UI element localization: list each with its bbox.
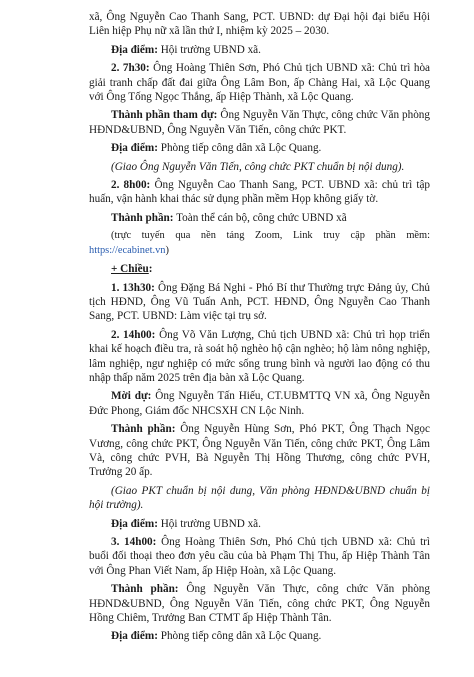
invited-label: Mời dự: <box>111 390 152 403</box>
participants-value: Toàn thể cán bộ, công chức UBND xã <box>176 211 347 224</box>
location-line-1 <box>89 43 430 57</box>
afternoon-colon: : <box>148 263 153 276</box>
ecabinet-link[interactable]: https://ecabinet.vn <box>89 244 166 256</box>
location-label: Địa điểm: <box>111 630 158 643</box>
location-label: Địa điểm: <box>111 142 158 155</box>
location-value: Phòng tiếp công dân xã Lộc Quang. <box>160 142 322 155</box>
item-7h30 <box>89 61 430 104</box>
participants-line <box>89 108 430 137</box>
participants-label: Thành phần: <box>111 583 179 596</box>
afternoon-header <box>89 262 430 276</box>
participants-value: Ông Nguyễn Văn Thực, công chức Văn phòng HĐND&UBND, Ông Nguyễn Văn Tiến, công chức PKT. <box>89 109 430 136</box>
invited-value: Ông Nguyễn Tấn Hiếu, CT.UBMTTQ VN xã, Ông Nguyễn Đức Phong, Giám đốc NHCSXH CN Lộc Ninh. <box>89 390 431 417</box>
assignment-note: (Giao Ông Nguyễn Văn Tiến, công chức PKT chuẩn bị nội dung). <box>111 160 405 173</box>
item-time: 3. 14h00: <box>111 536 157 548</box>
location-label: Địa điểm: <box>111 517 158 530</box>
item-text: Ông Võ Văn Lượng, Chủ tịch UBND xã: Chủ trì họp triển khai kế hoạch điều tra, rà soát hộ nghèo hộ cận nghèo; hộ làm nông nghiệp, lâm nghiệp, ngư nghiệp có mức sống trung bình và người lao động có thu nhập thấp năm 2025 trên địa bàn xã Lộc Quang. <box>89 328 431 384</box>
participants-line <box>89 582 430 625</box>
afternoon-label: + Chiều <box>111 263 149 276</box>
participants-label: Thành phần: <box>111 211 174 224</box>
item-13h30 <box>89 281 430 324</box>
item-text: Ông Hoàng Thiên Sơn, Phó Chủ tịch UBND xã: Chủ trì hòa giải tranh chấp đất đai giữa Ông Lâm Bon, ấp Chàng Hai, xã Lộc Quang với Ông Tống Ngọc Thắng, ấp Hiệp Thành, xã Lộc Quang. <box>89 62 431 104</box>
item-14h00-a <box>89 328 430 386</box>
online-line <box>89 229 430 258</box>
item-8h00 <box>89 178 430 207</box>
participants-value: Ông Nguyễn Hùng Sơn, Phó PKT, Ông Thạch Ngọc Vương, công chức PKT, Ông Nguyễn Văn Tiến, công chức PKT, Ông Lâm Và, công chức PVH, Bà Nguyễn Thị Hồng Thương, công chức PVH, Trưởng 20 ấp. <box>89 423 430 479</box>
item-14h00-b <box>89 535 430 578</box>
item-text: Ông Hoàng Thiên Sơn, Phó Chủ tịch UBND xã: Chủ trì buổi đối thoại theo đơn yêu cầu của bà Phạm Thị Thu, ấp Hiệp Thành Tân với Ông Phan Viết Nam, ấp Hiệp Hoàn, xã Lộc Quang. <box>89 536 431 577</box>
online-end: ) <box>165 244 169 256</box>
participants-line <box>89 211 430 225</box>
invited-line <box>89 389 430 418</box>
location-value: Hội trường UBND xã. <box>160 43 261 56</box>
participants-label: Thành phần: <box>111 423 176 436</box>
location-line <box>89 517 430 531</box>
item-text: Ông Đặng Bá Nghi - Phó Bí thư Thường trực Đảng ủy, Chủ tịch HĐND, Ông Vũ Tuấn Anh, PCT. HĐND, Ông Nguyễn Cao Thanh Sang, PCT. UBND: Làm việc tại trụ sở. <box>89 281 431 323</box>
intro-paragraph: xã, Ông Nguyễn Cao Thanh Sang, PCT. UBND: dự Đại hội đại biểu Hội Liên hiệp Phụ nữ xã lần thứ I, nhiệm kỳ 2025 – 2030. <box>89 11 430 38</box>
assignment-note: (Giao PKT chuẩn bị nội dung, Văn phòng HĐND&UBND chuẩn bị hội trường). <box>89 484 430 512</box>
participants-line <box>89 422 430 480</box>
location-value: Phòng tiếp công dân xã Lộc Quang. <box>160 630 322 643</box>
item-time: 2. 14h00: <box>111 328 156 341</box>
location-line <box>89 629 430 643</box>
online-text: (trực tuyến qua nền tảng Zoom, Link truy cập phần mềm: <box>111 230 430 242</box>
item-text: Ông Nguyễn Cao Thanh Sang, PCT. UBND xã: chủ trì tập huấn, vận hành khai thác sử dụng phần mềm Họp không giấy tờ. <box>89 179 431 206</box>
location-label: Địa điểm: <box>111 43 158 56</box>
item-time: 2. 7h30: <box>111 62 150 75</box>
location-value: Hội trường UBND xã. <box>160 517 261 530</box>
participants-value: Ông Nguyễn Văn Thực, công chức Văn phòng HĐND&UBND, Ông Nguyễn Văn Tiến, công chức PKT, Ông Nguyễn Hồng Chiêm, Trưởng Ban CTMT ấp Hiệp Thành Tân. <box>89 583 430 625</box>
item-time: 1. 13h30: <box>111 281 155 294</box>
item-time: 2. 8h00: <box>111 179 151 192</box>
location-line <box>89 141 430 155</box>
participants-label: Thành phần tham dự: <box>111 109 218 122</box>
